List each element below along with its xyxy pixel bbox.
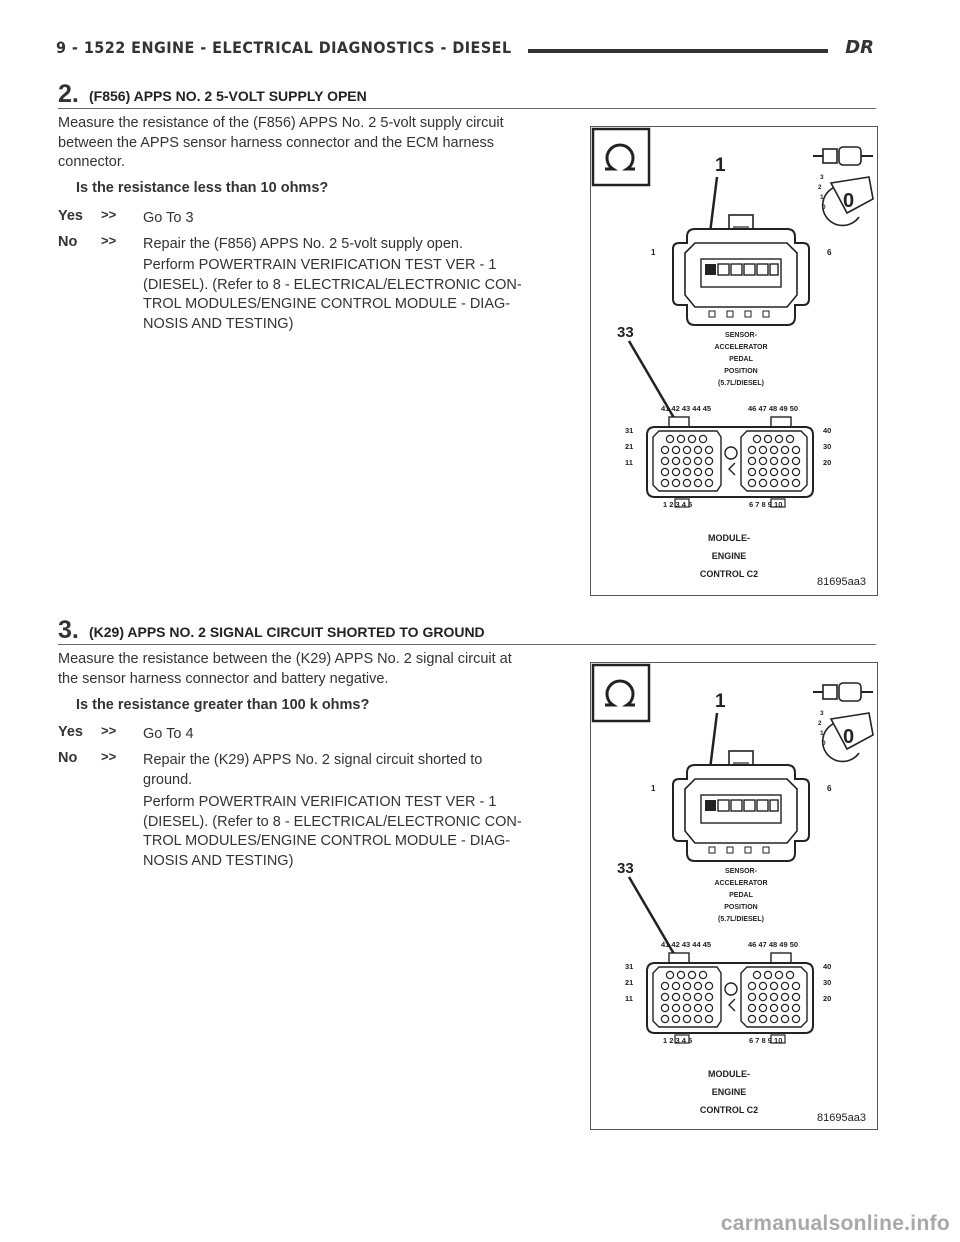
module-label: ENGINE	[711, 551, 747, 561]
connector-pin	[677, 971, 684, 978]
connector-pin	[694, 1015, 701, 1022]
connector-pin	[792, 982, 799, 989]
connector-pin	[759, 479, 766, 486]
ohmmeter-symbol-icon	[593, 665, 649, 721]
connector-pin	[694, 993, 701, 1000]
connector-pin	[759, 1015, 766, 1022]
connector-pin	[792, 468, 799, 475]
connector-pin	[748, 1015, 755, 1022]
meter-digit: 0	[843, 726, 855, 748]
connector-pin	[764, 435, 771, 442]
connector-pin	[781, 468, 788, 475]
connector-pin	[699, 971, 706, 978]
no-label: No	[58, 234, 78, 250]
callout-number-1: 1	[715, 691, 726, 712]
connector-pin	[672, 446, 679, 453]
sensor-label: PEDAL	[729, 356, 753, 363]
meter-digit: 0	[843, 190, 855, 212]
meter-scale-label: 1	[820, 194, 824, 201]
no-followup	[143, 793, 576, 871]
connector-pin	[661, 479, 668, 486]
connector-pin	[694, 468, 701, 475]
connector-pin	[694, 1004, 701, 1011]
connector-pin	[672, 479, 679, 486]
pin-label: 1	[651, 784, 656, 793]
connector-pin	[694, 479, 701, 486]
connector-pin	[705, 1015, 712, 1022]
connector-pin	[661, 468, 668, 475]
answer-arrow: >>	[101, 749, 117, 764]
connector-pin	[792, 446, 799, 453]
step-2-heading	[58, 80, 876, 109]
answer-arrow: >>	[101, 723, 117, 738]
callout-number-1: 1	[715, 155, 726, 176]
pin-row-label: 46 47 48 49 50	[748, 940, 799, 949]
step-title: (F856) APPS NO. 2 5-VOLT SUPPLY OPEN	[89, 88, 367, 104]
meter-scale-label: 0	[822, 740, 826, 747]
connector-pin	[672, 468, 679, 475]
apps-sensor-connector	[673, 215, 809, 325]
pin-label: 20	[823, 994, 832, 1003]
connector-pin	[661, 993, 668, 1000]
no-action-line: ground.	[143, 771, 193, 788]
connector-pin	[781, 1004, 788, 1011]
pin-label: 30	[823, 442, 832, 451]
connector-pin	[661, 457, 668, 464]
meter-scale-label: 2	[818, 184, 822, 191]
instruction-line: between the APPS sensor harness connector and the ECM harness	[58, 134, 495, 151]
pin-label: 21	[625, 442, 634, 451]
connector-pin	[786, 971, 793, 978]
sensor-label: PEDAL	[729, 892, 753, 899]
step-3-heading	[58, 616, 876, 645]
instruction-line: connector.	[58, 154, 125, 170]
sensor-label: (5.7L/DIESEL)	[718, 916, 764, 923]
yes-action: Go To 3	[143, 210, 194, 226]
instruction-line: Measure the resistance between the (K29) APPS No. 2 signal circuit at	[58, 651, 512, 667]
connector-pin	[683, 457, 690, 464]
connector-pin	[661, 982, 668, 989]
no-followup	[143, 256, 576, 334]
connector-pin	[694, 457, 701, 464]
pin-row-label: 41 42 43 44 45	[661, 404, 712, 413]
connector-pin	[705, 457, 712, 464]
yes-label: Yes	[58, 208, 83, 224]
connector-pin	[683, 1004, 690, 1011]
figure-id: 81695aa3	[817, 576, 866, 588]
pin-label: 6	[827, 248, 832, 257]
page-header-title: 9 - 1522 ENGINE - ELECTRICAL DIAGNOSTICS - DIESEL	[56, 38, 512, 57]
connector-pin	[705, 982, 712, 989]
pin-label: 31	[625, 426, 634, 435]
connector-pin	[694, 982, 701, 989]
header-rule	[528, 49, 828, 53]
module-label: MODULE-	[708, 533, 750, 543]
no-label: No	[58, 750, 78, 766]
pin-label: 6	[827, 784, 832, 793]
sensor-label: ACCELERATOR	[714, 344, 768, 351]
module-label: MODULE-	[708, 1069, 750, 1079]
connector-pin	[705, 468, 712, 475]
connector-pin	[748, 1004, 755, 1011]
connector-diagram-figure	[590, 126, 878, 596]
connector-pin	[705, 1004, 712, 1011]
pin-row-label: 1 2 3 4 5	[663, 1036, 693, 1045]
pin-label: 11	[625, 994, 633, 1003]
answer-arrow: >>	[101, 233, 117, 248]
pin-label: 21	[625, 978, 634, 987]
connector-pin	[672, 457, 679, 464]
connector-pin	[770, 457, 777, 464]
followup-line: TROL MODULES/ENGINE CONTROL MODULE - DIAG-	[143, 296, 511, 312]
pin-label: 31	[625, 962, 634, 971]
connector-pin	[705, 446, 712, 453]
connector-pin	[672, 982, 679, 989]
sensor-label: POSITION	[724, 368, 758, 375]
callout-number-33: 33	[617, 860, 634, 877]
connector-pin	[781, 1015, 788, 1022]
meter-scale-label: 2	[818, 720, 822, 727]
connector-pin	[759, 457, 766, 464]
connector-pin	[688, 435, 695, 442]
connector-pin	[683, 468, 690, 475]
callout-number-33: 33	[617, 324, 634, 341]
no-action-line: Repair the (K29) APPS No. 2 signal circuit shorted to	[143, 752, 483, 768]
no-action-line: Repair the (F856) APPS No. 2 5-volt supply open.	[143, 236, 463, 252]
pin-row-label: 1 2 3 4 5	[663, 500, 693, 509]
connector-pin	[748, 468, 755, 475]
connector-pin	[770, 1015, 777, 1022]
connector-pin	[770, 993, 777, 1000]
pin-label: 40	[823, 962, 832, 971]
pin-row-label: 6 7 8 9 10	[749, 1036, 783, 1045]
connector-pin	[748, 993, 755, 1000]
pin-row-label: 46 47 48 49 50	[748, 404, 799, 413]
connector-pin	[792, 479, 799, 486]
meter-probe-icon	[813, 147, 873, 225]
connector-pin	[770, 1004, 777, 1011]
step-number: 2.	[58, 80, 79, 108]
connector-pin	[770, 479, 777, 486]
instruction-line: the sensor harness connector and battery negative.	[58, 670, 389, 687]
connector-pin	[770, 982, 777, 989]
connector-pin	[759, 468, 766, 475]
connector-pin	[781, 993, 788, 1000]
connector-pin	[683, 446, 690, 453]
connector-pin	[661, 1015, 668, 1022]
connector-pin	[781, 982, 788, 989]
sensor-label: SENSOR-	[725, 332, 757, 339]
connector-pin	[770, 446, 777, 453]
no-action	[143, 751, 576, 790]
connector-pin	[759, 993, 766, 1000]
connector-pin	[775, 435, 782, 442]
connector-pin	[677, 435, 684, 442]
connector-pin	[770, 468, 777, 475]
step-2-instruction	[58, 114, 576, 173]
step-3-instruction	[58, 650, 576, 689]
module-label: ENGINE	[711, 1087, 747, 1097]
followup-line: TROL MODULES/ENGINE CONTROL MODULE - DIAG-	[143, 833, 511, 849]
model-code: DR	[845, 37, 874, 58]
ecm-c2-connector	[647, 404, 813, 507]
connector-pin	[786, 435, 793, 442]
followup-line: NOSIS AND TESTING)	[143, 852, 294, 869]
no-action	[143, 235, 576, 255]
sensor-label: (5.7L/DIESEL)	[718, 380, 764, 387]
connector-pin	[661, 1004, 668, 1011]
connector-pin	[705, 479, 712, 486]
module-label: CONTROL C2	[699, 1105, 759, 1115]
connector-pin	[781, 457, 788, 464]
meter-scale-label: 3	[820, 174, 824, 181]
instruction-line: Measure the resistance of the (F856) APPS No. 2 5-volt supply circuit	[58, 115, 504, 131]
connector-pin	[759, 982, 766, 989]
connector-pin	[759, 1004, 766, 1011]
connector-pin	[792, 993, 799, 1000]
watermark: carmanualsonline.info	[720, 1212, 950, 1235]
connector-pin	[792, 1004, 799, 1011]
answer-arrow: >>	[101, 207, 117, 222]
pin-label: 11	[625, 458, 633, 467]
step-2-question: Is the resistance less than 10 ohms?	[76, 180, 329, 196]
pin-row-label: 41 42 43 44 45	[661, 940, 712, 949]
connector-pin	[666, 971, 673, 978]
connector-pin	[705, 993, 712, 1000]
connector-diagram-figure	[590, 662, 878, 1130]
sensor-label: ACCELERATOR	[714, 880, 768, 887]
connector-pin	[748, 479, 755, 486]
step-3-question: Is the resistance greater than 100 k ohms?	[76, 697, 370, 713]
followup-line: Perform POWERTRAIN VERIFICATION TEST VER - 1	[143, 794, 497, 810]
connector-pin	[753, 971, 760, 978]
meter-probe-icon	[813, 683, 873, 761]
pin-row-label: 6 7 8 9 10	[749, 500, 783, 509]
step-number: 3.	[58, 616, 79, 644]
connector-pin	[666, 435, 673, 442]
pin-label: 1	[651, 248, 656, 257]
yes-action: Go To 4	[143, 726, 194, 742]
sensor-label: POSITION	[724, 904, 758, 911]
connector-pin	[748, 982, 755, 989]
followup-line: (DIESEL). (Refer to 8 - ELECTRICAL/ELECTRONIC CON-	[143, 276, 522, 293]
connector-pin	[661, 446, 668, 453]
connector-pin	[792, 1015, 799, 1022]
followup-line: (DIESEL). (Refer to 8 - ELECTRICAL/ELECTRONIC CON-	[143, 813, 522, 830]
connector-pin	[775, 971, 782, 978]
yes-label: Yes	[58, 724, 83, 740]
connector-pin	[748, 457, 755, 464]
apps-sensor-connector	[673, 751, 809, 861]
connector-pin	[694, 446, 701, 453]
pin-label: 20	[823, 458, 832, 467]
connector-pin	[683, 982, 690, 989]
connector-pin	[683, 479, 690, 486]
connector-pin	[764, 971, 771, 978]
followup-line: Perform POWERTRAIN VERIFICATION TEST VER - 1	[143, 257, 497, 273]
module-label: CONTROL C2	[699, 569, 759, 579]
meter-scale-label: 3	[820, 710, 824, 717]
connector-pin	[699, 435, 706, 442]
connector-pin	[672, 993, 679, 1000]
connector-pin	[672, 1004, 679, 1011]
page-header	[56, 38, 878, 64]
connector-pin	[781, 446, 788, 453]
figure-id: 81695aa3	[817, 1112, 866, 1124]
connector-pin	[683, 993, 690, 1000]
connector-pin	[748, 446, 755, 453]
ohmmeter-symbol-icon	[593, 129, 649, 185]
connector-pin	[792, 457, 799, 464]
sensor-label: SENSOR-	[725, 868, 757, 875]
connector-pin	[688, 971, 695, 978]
pin-label: 30	[823, 978, 832, 987]
connector-pin	[672, 1015, 679, 1022]
ecm-c2-connector	[647, 940, 813, 1043]
connector-pin	[683, 1015, 690, 1022]
meter-scale-label: 1	[820, 730, 824, 737]
connector-pin	[781, 479, 788, 486]
pin-label: 40	[823, 426, 832, 435]
connector-pin	[759, 446, 766, 453]
step-title: (K29) APPS NO. 2 SIGNAL CIRCUIT SHORTED TO GROUND	[89, 624, 485, 640]
followup-line: NOSIS AND TESTING)	[143, 315, 294, 332]
connector-pin	[753, 435, 760, 442]
meter-scale-label: 0	[822, 204, 826, 211]
